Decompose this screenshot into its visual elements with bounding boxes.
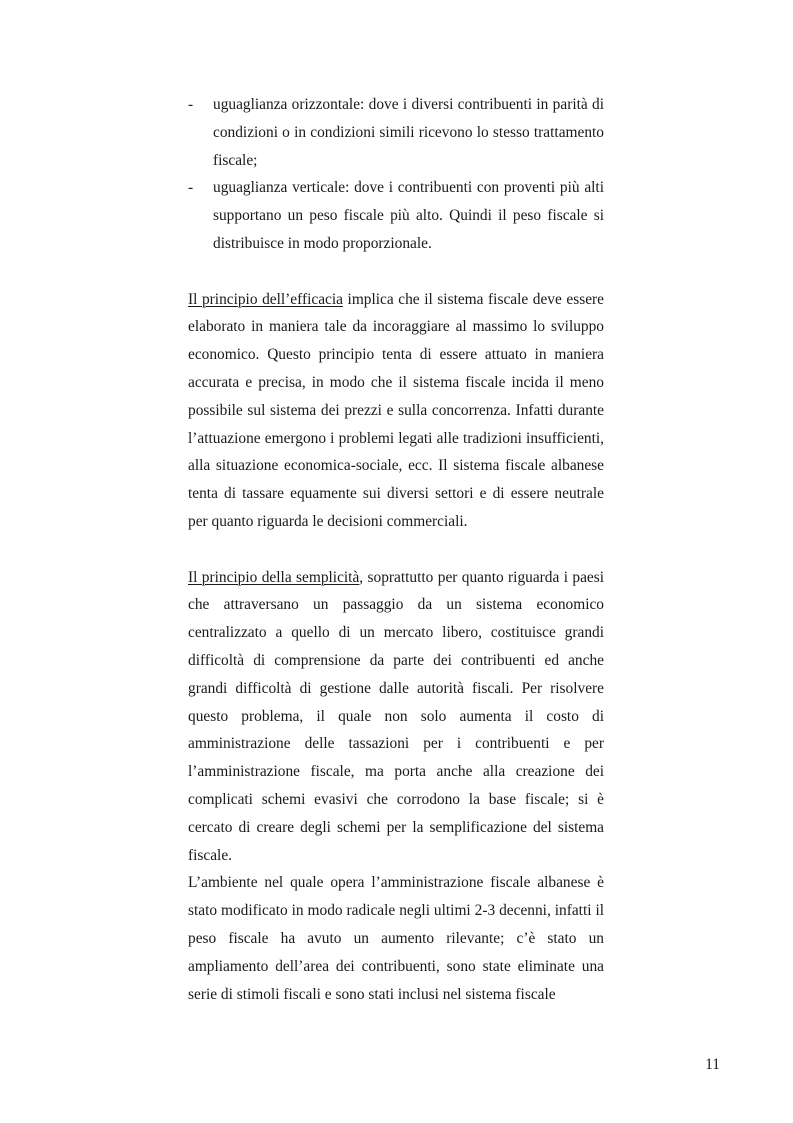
ambiente-text: L’ambiente nel quale opera l’amministrazione fiscale albanese è stato modificato in modo radicale negli ultimi 2-3 decenni, infatti il peso fiscale ha avuto un aumento rilevante; c’è stato un ampliamento dell’area dei contribuenti, sono state eliminate una serie di stimoli fiscali e sono stati inclusi nel sistema fiscale (188, 874, 604, 1003)
efficacia-text: implica che il sistema fiscale deve essere elaborato in maniera tale da incoraggiare al massimo lo sviluppo economico. Questo principio tenta di essere attuato in maniera accurata e precisa, in modo che il sistema fiscale incida il meno possibile sul sistema dei prezzi e sulla concorrenza. Infatti durante l’attuazione emergono i problemi legati alle tradizioni insufficienti, alla situazione economica-sociale, ecc. Il sistema fiscale albanese tenta di tassare equamente sui diversi settori e di essere neutrale per quanto riguarda le decisioni commerciali. (188, 290, 604, 530)
equality-list (188, 91, 604, 258)
semplicita-text: , soprattutto per quanto riguarda i paesi che attraversano un passaggio da un sistema economico centralizzato a quello di un mercato libero, costituisce grandi difficoltà di comprensione da parte dei contribuenti ed anche grandi difficoltà di gestione dalle autorità fiscali. Per risolvere questo problema, il quale non solo aumenta il costo di amministrazione delle tassazioni per i contribuenti e per l’amministrazione fiscale, ma porta anche alla creazione dei complicati schemi evasivi che corrodono la base fiscale; si è cercato di creare degli schemi per la semplificazione del sistema fiscale. (188, 568, 604, 864)
semplicita-heading: Il principio della semplicità (188, 568, 360, 586)
ambiente-paragraph (188, 869, 604, 1008)
list-item-text: uguaglianza verticale: dove i contribuenti con proventi più alti supportano un peso fiscale più alto. Quindi il peso fiscale si distribuisce in modo proporzionale. (213, 179, 604, 252)
list-item-horizontal-equality (188, 91, 604, 174)
efficacia-heading: Il principio dell’efficacia (188, 290, 343, 308)
efficacia-paragraph (188, 286, 604, 536)
page-body (188, 91, 604, 1008)
list-dash: - (188, 96, 194, 113)
list-item-text: uguaglianza orizzontale: dove i diversi contribuenti in parità di condizioni o in condizioni simili ricevono lo stesso trattamento fiscale; (213, 96, 604, 169)
list-item-vertical-equality (188, 174, 604, 257)
page-number: 11 (705, 1056, 720, 1073)
list-dash: - (188, 179, 194, 197)
semplicita-paragraph (188, 564, 604, 870)
